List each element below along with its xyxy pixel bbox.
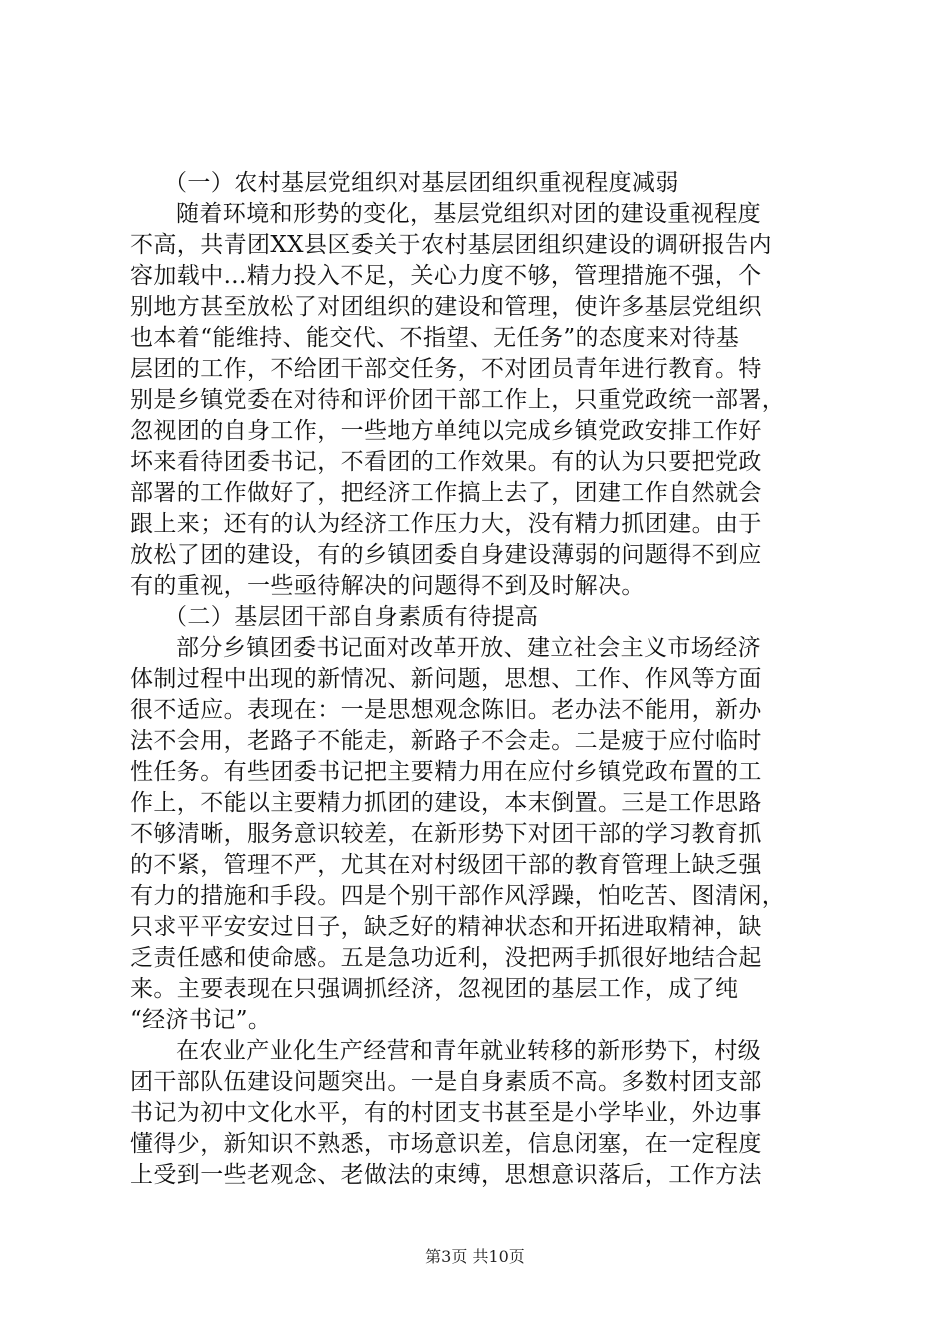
paragraph-line: 性任务。有些团委书记把主要精力用在应付乡镇党政布置的工 (130, 759, 762, 785)
paragraph-line: 的不紧，管理不严，尤其在对村级团干部的教育管理上缺乏强 (130, 852, 762, 878)
paragraph-line: 很不适应。表现在：一是思想观念陈旧。老办法不能用，新办 (130, 697, 762, 723)
paragraph-line: 部分乡镇团委书记面对改革开放、建立社会主义市场经济 (176, 635, 761, 661)
document-body (130, 168, 830, 1191)
paragraph-line: 在农业产业化生产经营和青年就业转移的新形势下，村级 (176, 1038, 761, 1064)
paragraph-line: 法不会用，老路子不能走，新路子不会走。二是疲于应付临时 (130, 728, 762, 754)
paragraph-line: 部署的工作做好了，把经济工作搞上去了，团建工作自然就会 (130, 480, 762, 506)
section-heading-1: （一）农村基层党组织对基层团组织重视程度减弱 (164, 170, 679, 196)
page-number-footer: 第3页 共10页 (425, 1247, 525, 1266)
paragraph-line: “经济书记”。 (130, 1007, 272, 1033)
paragraph-line: 容加载中...精力投入不足，关心力度不够，管理措施不强，个 (130, 263, 762, 289)
paragraph-line: 有力的措施和手段。四是个别干部作风浮躁，怕吃苦、图清闲， (130, 883, 786, 909)
paragraph-line: 跟上来；还有的认为经济工作压力大，没有精力抓团建。由于 (130, 511, 762, 537)
paragraph-line: 不高，共青团XX县区委关于农村基层团组织建设的调研报告内 (130, 232, 772, 258)
paragraph-line: 作上，不能以主要精力抓团的建设，本末倒置。三是工作思路 (130, 790, 762, 816)
paragraph-line: 随着环境和形势的变化，基层党组织对团的建设重视程度 (176, 201, 761, 227)
section-heading-2: （二）基层团干部自身素质有待提高 (164, 604, 539, 630)
paragraph-line: 来。主要表现在只强调抓经济，忽视团的基层工作，成了纯 (130, 976, 739, 1002)
paragraph-line: 别地方甚至放松了对团组织的建设和管理，使许多基层党组织 (130, 294, 762, 320)
paragraph-line: 乏责任感和使命感。五是急功近利，没把两手抓很好地结合起 (130, 945, 762, 971)
paragraph-line: 体制过程中出现的新情况、新问题，思想、工作、作风等方面 (130, 666, 762, 692)
paragraph-line: 不够清晰，服务意识较差，在新形势下对团干部的学习教育抓 (130, 821, 762, 847)
paragraph-line: 也本着“能维持、能交代、不指望、无任务”的态度来对待基 (130, 325, 740, 351)
paragraph-line: 有的重视，一些亟待解决的问题得不到及时解决。 (130, 573, 645, 599)
paragraph-line: 层团的工作，不给团干部交任务，不对团员青年进行教育。特 (130, 356, 762, 382)
paragraph-line: 只求平平安安过日子，缺乏好的精神状态和开拓进取精神，缺 (130, 914, 762, 940)
paragraph-line: 上受到一些老观念、老做法的束缚，思想意识落后，工作方法 (130, 1162, 762, 1188)
paragraph-line: 坏来看待团委书记，不看团的工作效果。有的认为只要把党政 (130, 449, 762, 475)
paragraph-line: 忽视团的自身工作，一些地方单纯以完成乡镇党政安排工作好 (130, 418, 762, 444)
paragraph-line: 别是乡镇党委在对待和评价团干部工作上，只重党政统一部署， (130, 387, 786, 413)
paragraph-line: 放松了团的建设，有的乡镇团委自身建设薄弱的问题得不到应 (130, 542, 762, 568)
paragraph-line: 团干部队伍建设问题突出。一是自身素质不高。多数村团支部 (130, 1069, 762, 1095)
paragraph-line: 书记为初中文化水平，有的村团支书甚至是小学毕业，外边事 (130, 1100, 762, 1126)
paragraph-line: 懂得少，新知识不熟悉，市场意识差，信息闭塞，在一定程度 (130, 1131, 762, 1157)
